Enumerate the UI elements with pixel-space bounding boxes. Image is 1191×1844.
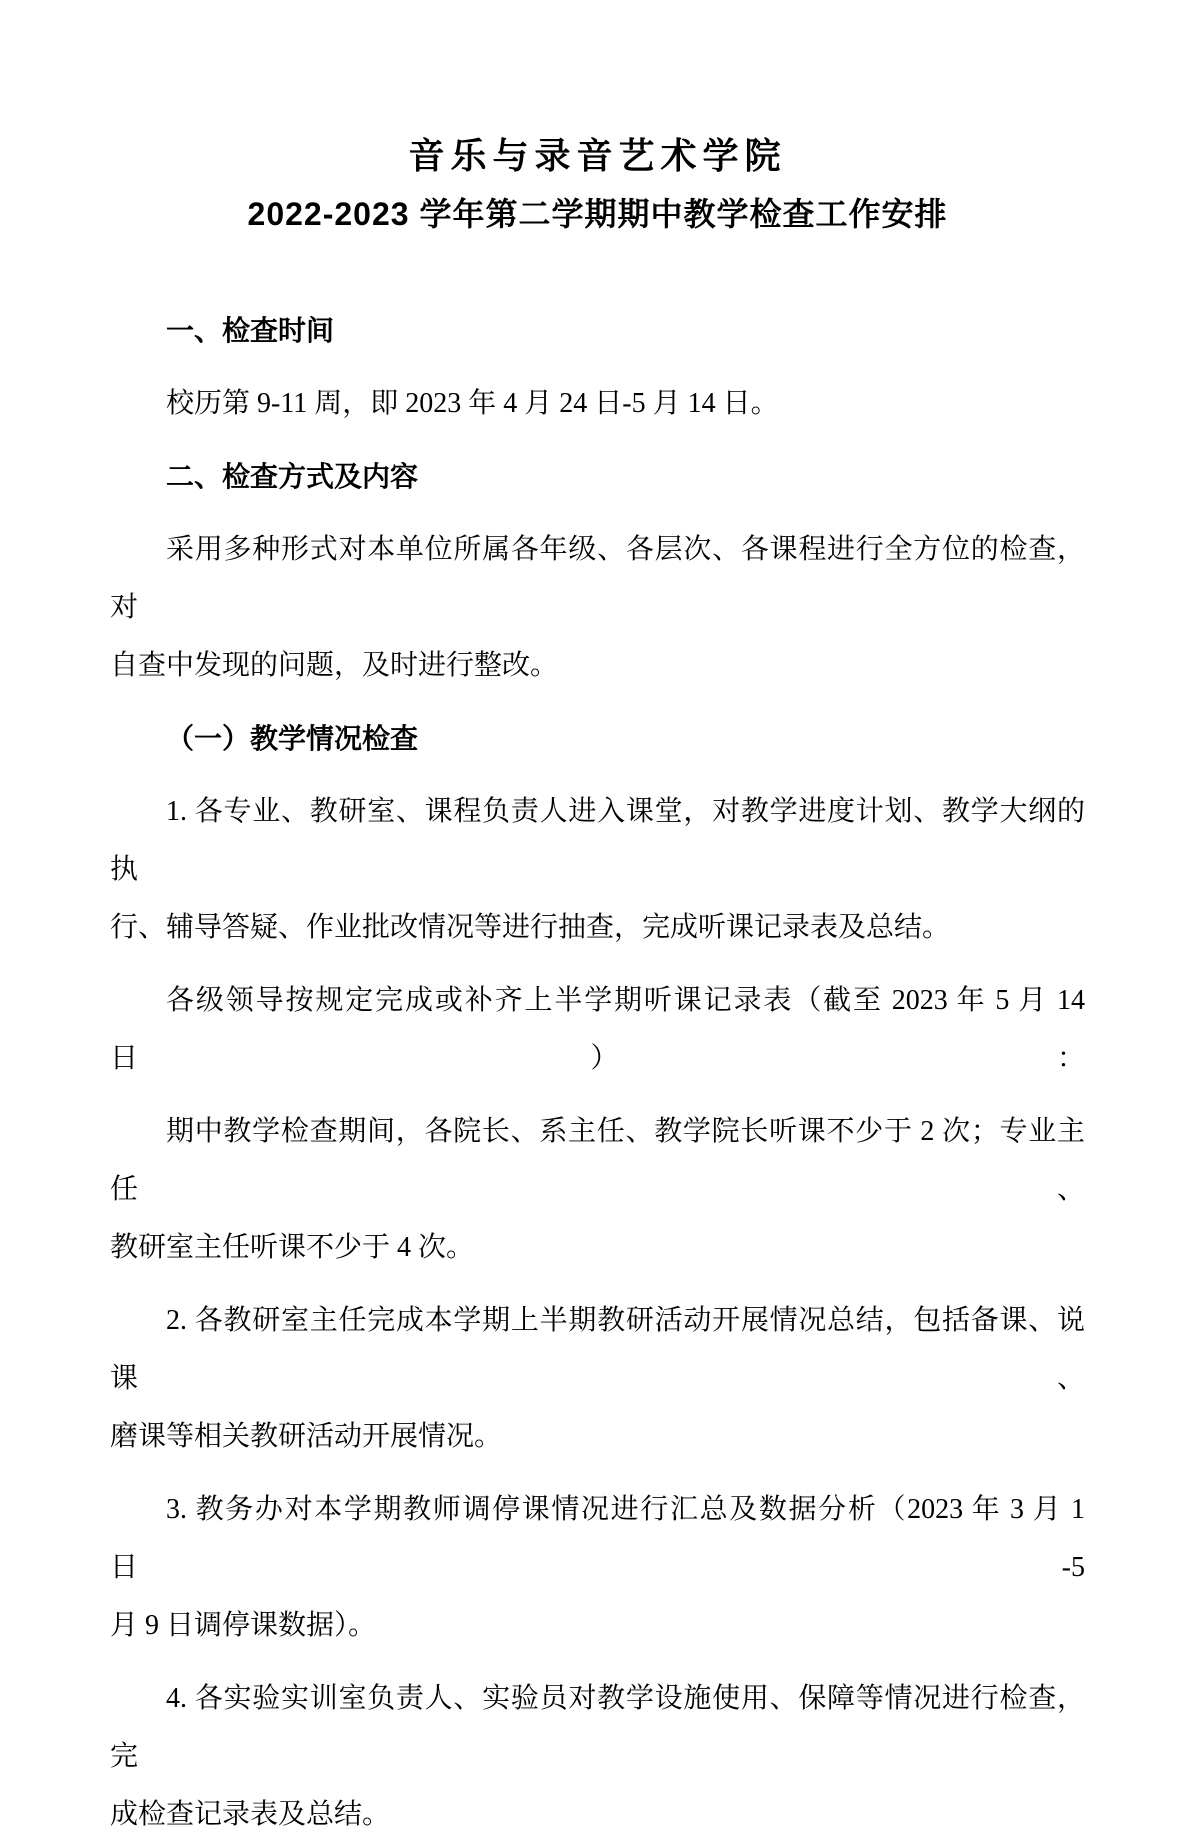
blank-line — [110, 243, 1085, 287]
body-line: 采用多种形式对本单位所属各年级、各层次、各课程进行全方位的检查，对 — [110, 534, 1085, 623]
body-line: 1. 各专业、教研室、课程负责人进入课堂，对教学进度计划、教学大纲的执 — [110, 796, 1085, 885]
document-title-line-1: 音乐与录音艺术学院 — [408, 136, 787, 176]
paragraph-item-2 — [110, 1292, 1085, 1466]
paragraph-listening-requirements — [110, 1103, 1085, 1277]
document-title-line-2: 2022-2023 学年第二学期期中教学检查工作安排 — [247, 196, 948, 232]
body-line: 4. 各实验实训室负责人、实验员对教学设施使用、保障等情况进行检查，完 — [110, 1683, 1085, 1772]
body-line: 3. 教务办对本学期教师调停课情况进行汇总及数据分析（2023 年 3 月 1 日-5 — [110, 1494, 1085, 1583]
paragraph-item-4 — [110, 1670, 1085, 1844]
body-line: 校历第 9-11 周，即 2023 年 4 月 24 日-5 月 14 日。 — [166, 388, 779, 419]
body-line: 教研室主任听课不少于 4 次。 — [110, 1232, 475, 1263]
section-heading-2 — [110, 448, 1085, 506]
body-line: 各级领导按规定完成或补齐上半学期听课记录表（截至 2023 年 5 月 14 日）： — [110, 985, 1085, 1074]
paragraph-item-1 — [110, 783, 1085, 957]
body-line: 月 9 日调停课数据）。 — [110, 1610, 377, 1641]
body-line: 2. 各教研室主任完成本学期上半期教研活动开展情况总结，包括备课、说课、 — [110, 1305, 1085, 1394]
body-line: 行、辅导答疑、作业批改情况等进行抽查，完成听课记录表及总结。 — [110, 912, 951, 943]
heading-text: 一、检查时间 — [166, 315, 335, 346]
heading-text: （一）教学情况检查 — [166, 723, 419, 754]
section-heading-1 — [110, 302, 1085, 360]
body-line: 自查中发现的问题，及时进行整改。 — [110, 650, 559, 681]
paragraph-check-time — [110, 375, 1085, 433]
sub-section-heading-1 — [110, 710, 1085, 768]
paragraph-item-3 — [110, 1481, 1085, 1655]
paragraph-method-overview — [110, 521, 1085, 695]
body-line: 成检查记录表及总结。 — [110, 1799, 391, 1830]
paragraph-leader-records — [110, 972, 1085, 1088]
heading-text: 二、检查方式及内容 — [166, 461, 419, 492]
body-line: 磨课等相关教研活动开展情况。 — [110, 1421, 503, 1452]
body-line: 期中教学检查期间，各院长、系主任、教学院长听课不少于 2 次；专业主任、 — [110, 1116, 1085, 1205]
